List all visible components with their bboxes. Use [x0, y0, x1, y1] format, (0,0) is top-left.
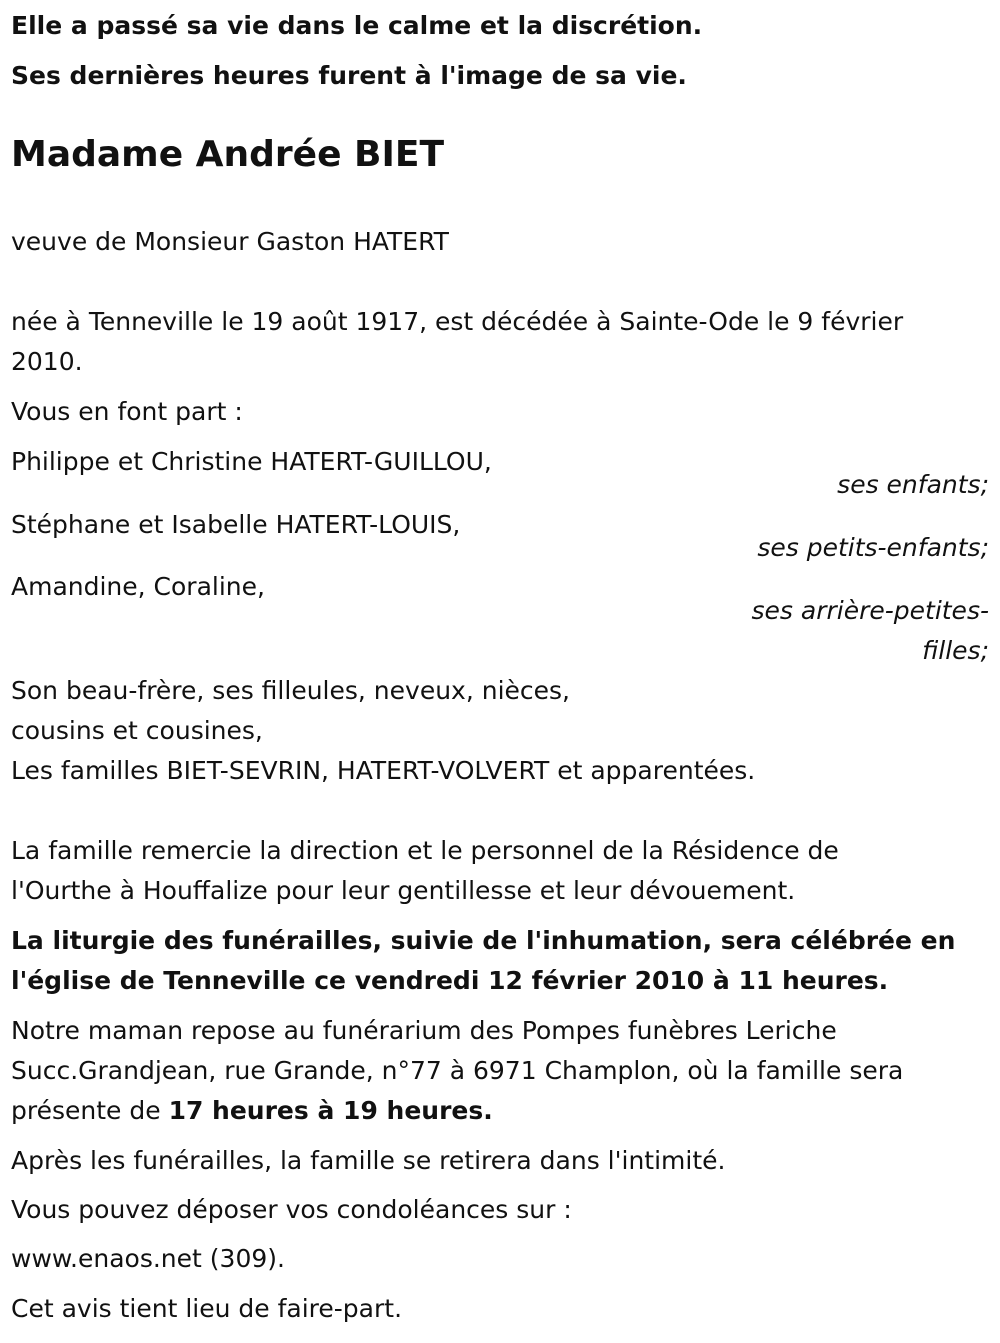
- family-entry-relation: ses arrière-petites-: [751, 596, 989, 625]
- family-entry-relation: filles;: [922, 636, 989, 665]
- birth-death-line: née à Tenneville le 19 août 1917, est décédée à Sainte-Ode le 9 février 2010.: [11, 307, 904, 376]
- closing-line: Cet avis tient lieu de faire-part.: [11, 1294, 403, 1323]
- family-entry-relation: ses enfants;: [837, 470, 989, 499]
- thanks-paragraph: La famille remercie la direction et le personnel de la Résidence de l'Ourthe à Houffalize pour leur gentillesse et leur dévouement.: [11, 836, 839, 905]
- intro-line-2: Ses dernières heures furent à l'image de sa vie.: [11, 61, 687, 90]
- after-line: Après les funérailles, la famille se retirera dans l'intimité.: [11, 1146, 726, 1175]
- family-entry-names: Amandine, Coraline,: [11, 572, 265, 601]
- condolences-link[interactable]: www.enaos.net (309).: [11, 1244, 285, 1273]
- condolences-line-1: Vous pouvez déposer vos condoléances sur :: [11, 1195, 572, 1224]
- others-line-3: Les familles BIET-SEVRIN, HATERT-VOLVERT et apparentées.: [11, 756, 756, 785]
- rest-text: Notre maman repose au funérarium des Pompes funèbres Leriche Succ.Grandjean, rue Grande, n°77 à 6971 Champlon, où la famille sera présente de: [11, 1016, 904, 1125]
- family-entry-names: Stéphane et Isabelle HATERT-LOUIS,: [11, 510, 461, 539]
- family-entry-relation: ses petits-enfants;: [757, 533, 989, 562]
- others-line-1: Son beau-frère, ses filleules, neveux, nièces,: [11, 676, 570, 705]
- others-line-2: cousins et cousines,: [11, 716, 263, 745]
- rest-hours: 17 heures à 19 heures.: [168, 1096, 493, 1125]
- rest-paragraph: [11, 1011, 971, 1131]
- deceased-name: Madame Andrée BIET: [11, 134, 445, 175]
- family-entry-names: Philippe et Christine HATERT-GUILLOU,: [11, 447, 492, 476]
- funeral-paragraph: La liturgie des funérailles, suivie de l'inhumation, sera célébrée en l'église de Tenneville ce vendredi 12 février 2010 à 11 heures.: [11, 926, 956, 995]
- intro-line-1: Elle a passé sa vie dans le calme et la discrétion.: [11, 11, 703, 40]
- spouse-line: veuve de Monsieur Gaston HATERT: [11, 227, 449, 256]
- announcement-intro: Vous en font part :: [11, 397, 243, 426]
